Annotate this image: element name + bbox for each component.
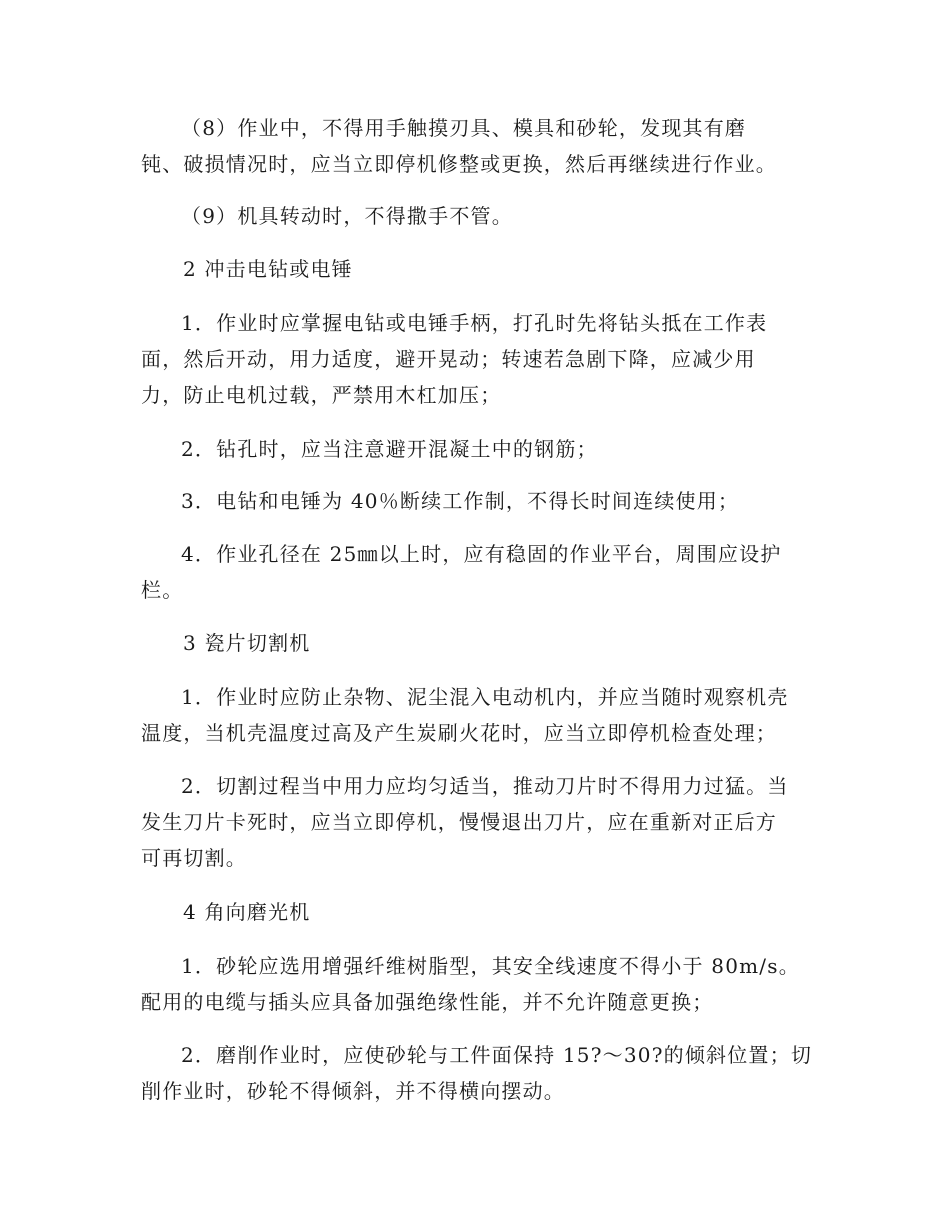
paragraph-line: 面，然后开动，用力适度，避开晃动；转速若急剧下降，应减少用 (141, 347, 756, 371)
paragraph-item-9 (141, 198, 821, 234)
paragraph-line: 3．电钻和电锤为 40％断续工作制，不得长时间连续使用； (181, 489, 740, 513)
paragraph-line: 可再切割。 (141, 846, 247, 870)
paragraph-line: （9）机具转动时，不得撒手不管。 (181, 204, 513, 228)
cutter-item-1 (141, 679, 821, 751)
paragraph-line: 栏。 (141, 578, 184, 602)
drill-item-3 (141, 483, 821, 519)
paragraph-line: 削作业时，砂轮不得倾斜，并不得横向摆动。 (141, 1079, 565, 1103)
drill-item-2 (141, 431, 821, 467)
section-heading-angle-grinder: 4 角向磨光机 (183, 900, 311, 924)
drill-item-4 (141, 536, 821, 608)
paragraph-line: 配用的电缆与插头应具备加强绝缘性能，并不允许随意更换； (141, 990, 714, 1014)
paragraph-line: 钝、破损情况时，应当立即停机修整或更换，然后再继续进行作业。 (141, 152, 777, 176)
paragraph-line: （8）作业中，不得用手触摸刃具、模具和砂轮，发现其有磨 (181, 116, 747, 140)
paragraph-line: 发生刀片卡死时，应当立即停机，慢慢退出刀片，应在重新对正后方 (141, 810, 777, 834)
paragraph-line: 1．作业时应掌握电钻或电锤手柄，打孔时先将钻头抵在工作表 (181, 311, 768, 335)
grinder-item-1 (141, 948, 821, 1020)
section-heading-impact-drill: 2 冲击电钻或电锤 (183, 257, 353, 281)
paragraph-line: 1．作业时应防止杂物、泥尘混入电动机内，并应当随时观察机壳 (181, 685, 789, 709)
drill-item-1 (141, 305, 821, 413)
paragraph-item-8 (141, 110, 821, 182)
paragraph-line: 力，防止电机过载，严禁用木杠加压； (141, 383, 502, 407)
paragraph-line: 2．钻孔时，应当注意避开混凝土中的钢筋； (181, 437, 598, 461)
grinder-item-2 (141, 1037, 821, 1109)
cutter-item-2 (141, 768, 821, 876)
paragraph-line: 2．切割过程当中用力应均匀适当，推动刀片时不得用力过猛。当 (181, 774, 789, 798)
paragraph-line: 2．磨削作业时，应使砂轮与工件面保持 15?～30?的倾斜位置；切 (181, 1043, 813, 1067)
paragraph-line: 温度，当机壳温度过高及产生炭刷火花时，应当立即停机检查处理； (141, 721, 777, 745)
section-heading-tile-cutter: 3 瓷片切割机 (183, 631, 311, 655)
paragraph-line: 1．砂轮应选用增强纤维树脂型，其安全线速度不得小于 80m/s。 (181, 954, 800, 978)
paragraph-line: 4．作业孔径在 25㎜以上时，应有稳固的作业平台，周围应设护 (181, 542, 782, 566)
